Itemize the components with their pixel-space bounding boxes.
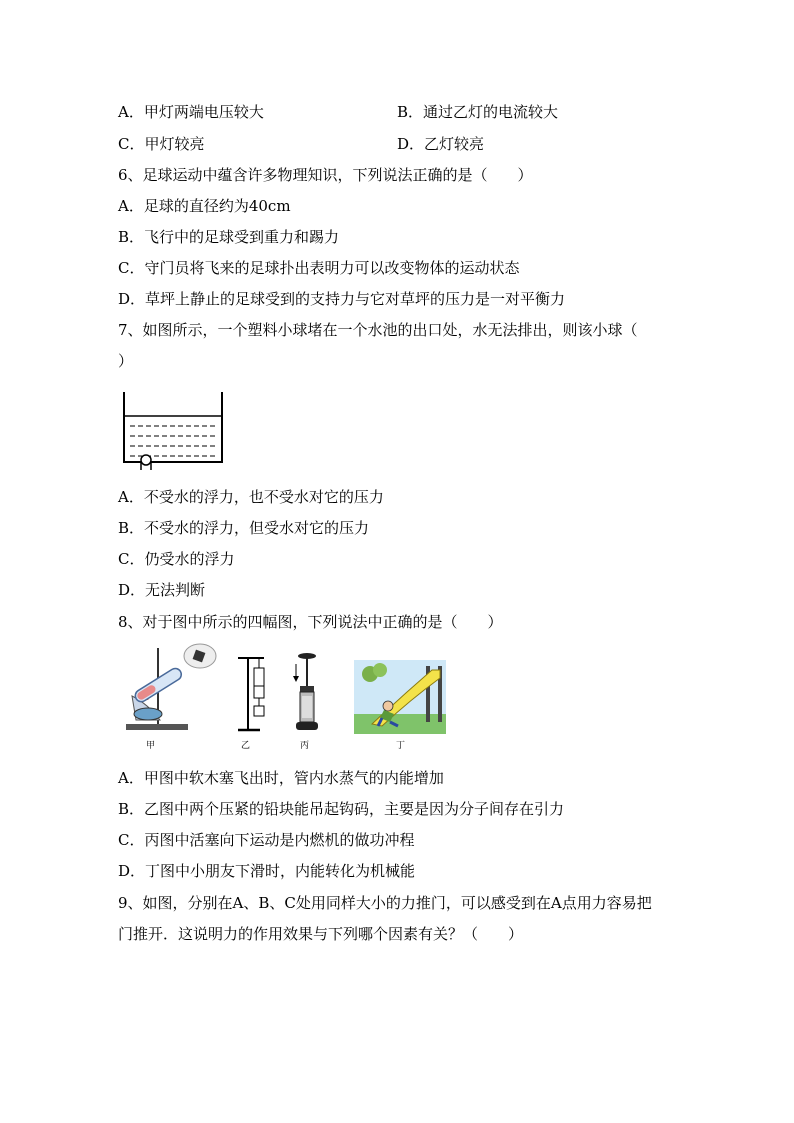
- q7-stem-line1: 7、如图所示，一个塑料小球堵在一个水池的出口处，水无法排出，则该小球（: [118, 321, 638, 339]
- q7-option-d: D．无法判断: [118, 581, 206, 599]
- q5-option-a: A．甲灯两端电压较大: [118, 103, 264, 121]
- figure-bing-piston: [290, 652, 324, 736]
- q6-stem: 6、足球运动中蕴含许多物理知识，下列说法正确的是（ ）: [118, 166, 533, 184]
- figure-jia-test-tube: [120, 642, 220, 734]
- q7-option-b: B．不受水的浮力，但受水对它的压力: [118, 519, 370, 537]
- q7-option-c: C．仍受水的浮力: [118, 550, 235, 568]
- q6-option-a: A．足球的直径约为40cm: [118, 197, 291, 215]
- q5-option-d: D．乙灯较亮: [397, 135, 485, 153]
- figure-jia-caption: 甲: [146, 741, 156, 751]
- q8-option-d: D．丁图中小朋友下滑时，内能转化为机械能: [118, 862, 416, 880]
- figure-ding-slide: [354, 660, 446, 734]
- q8-option-c: C．丙图中活塞向下运动是内燃机的做功冲程: [118, 831, 415, 849]
- figure-ding-caption: 丁: [396, 741, 406, 751]
- figure-yi-caption: 乙: [241, 741, 251, 751]
- plastic-ball: [141, 455, 151, 465]
- q9-stem-line1: 9、如图，分别在A、B、C处用同样大小的力推门，可以感受到在A点用力容易把: [118, 894, 652, 912]
- figure-yi-lead-blocks: [228, 654, 268, 734]
- q7-option-a: A．不受水的浮力，也不受水对它的压力: [118, 488, 384, 506]
- q8-stem: 8、对于图中所示的四幅图，下列说法中正确的是（ ）: [118, 613, 503, 631]
- q5-option-b: B．通过乙灯的电流较大: [397, 103, 559, 121]
- q8-option-b: B．乙图中两个压紧的铅块能吊起钩码，主要是因为分子间存在引力: [118, 800, 565, 818]
- q9-stem-line2: 门推开．这说明力的作用效果与下列哪个因素有关？（ ）: [118, 925, 524, 943]
- q8-option-a: A．甲图中软木塞飞出时，管内水蒸气的内能增加: [118, 769, 444, 787]
- q7-stem-line2: ）: [118, 352, 134, 370]
- q5-option-row-1: [118, 102, 559, 122]
- q5-option-row-2: [118, 134, 485, 154]
- q5-option-c: C．甲灯较亮: [118, 135, 205, 153]
- q6-option-c: C．守门员将飞来的足球扑出表明力可以改变物体的运动状态: [118, 259, 520, 277]
- water-tank-figure: [120, 390, 228, 470]
- q6-option-b: B．飞行中的足球受到重力和踢力: [118, 228, 340, 246]
- figure-bing-caption: 丙: [300, 741, 310, 751]
- q6-option-d: D．草坪上静止的足球受到的支持力与它对草坪的压力是一对平衡力: [118, 290, 566, 308]
